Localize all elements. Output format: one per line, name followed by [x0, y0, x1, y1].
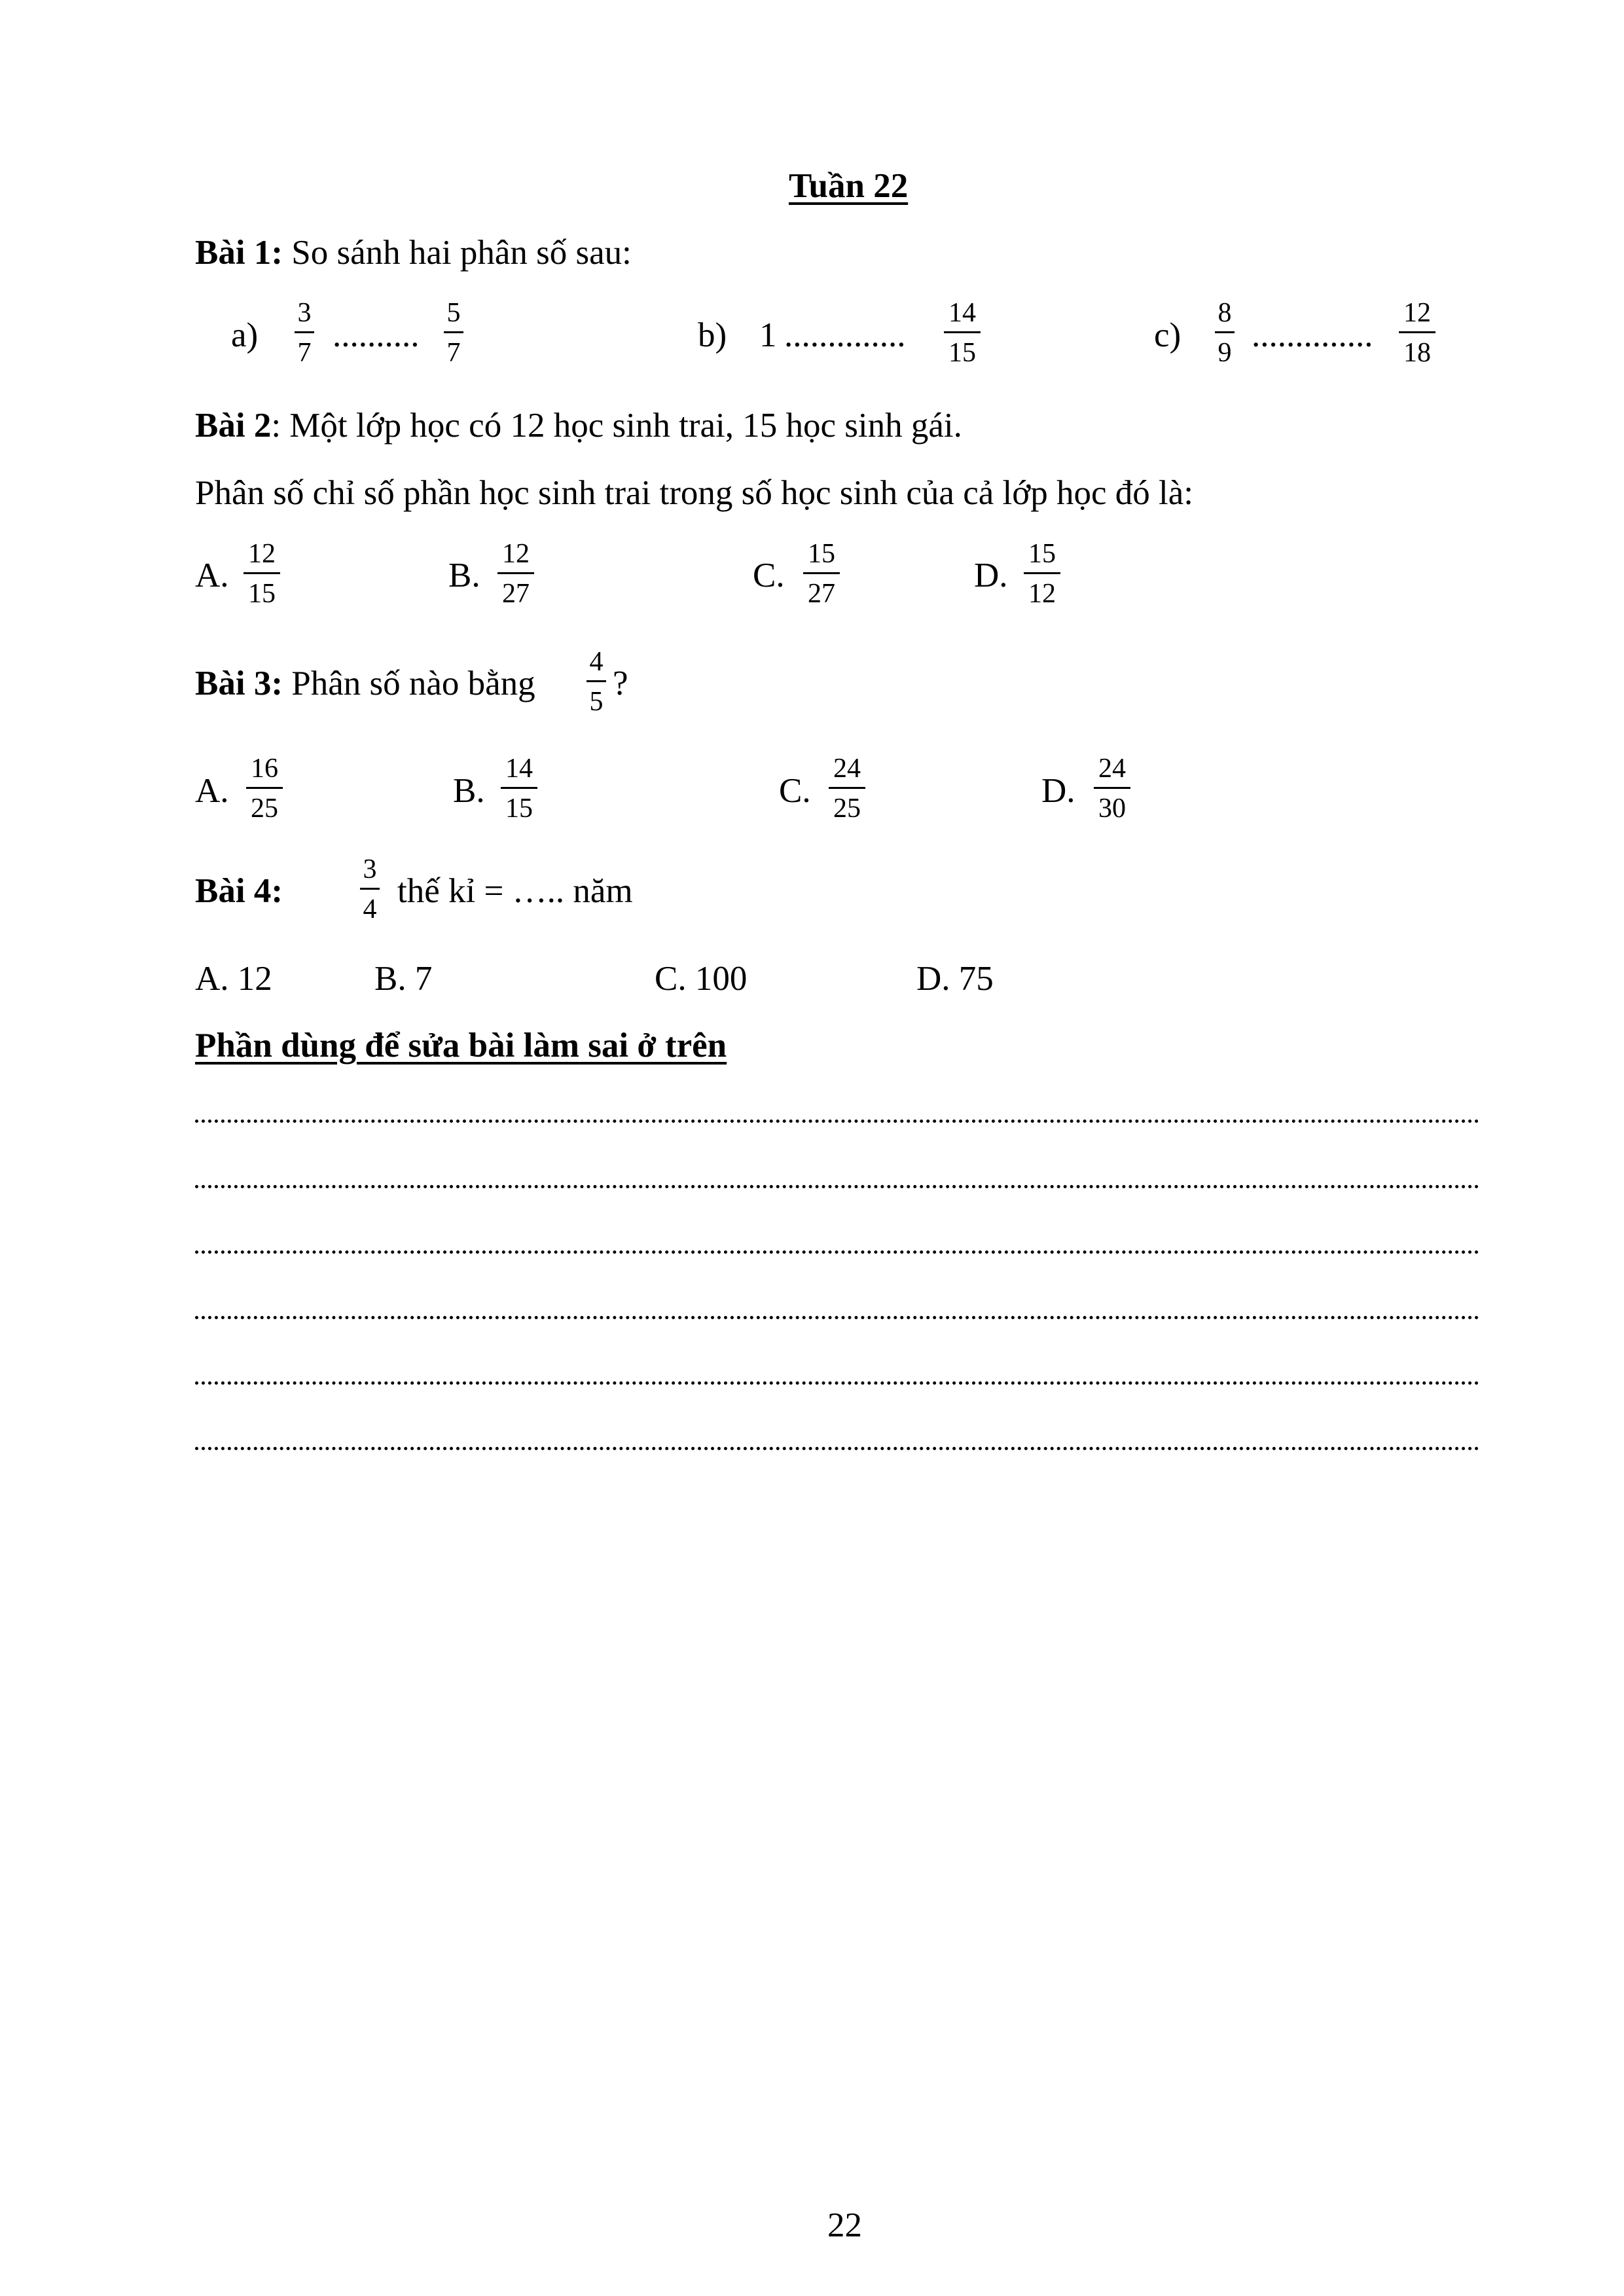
answer-line-3[interactable] — [195, 1250, 1479, 1254]
bai3-option-a-label: A. — [195, 772, 229, 810]
bai2-option-d-fraction: 15 12 — [1013, 540, 1072, 608]
bai1-b-whole: 1 — [759, 316, 777, 354]
bai4-option-c: C. 100 — [655, 960, 748, 998]
bai2-option-d-label: D. — [974, 556, 1008, 594]
bai3-prompt — [195, 666, 535, 701]
bai4-text: thế kỉ = ….. năm — [397, 872, 633, 910]
bai2-option-c-fraction: 15 27 — [792, 540, 851, 608]
bai3-question-mark: ? — [613, 665, 628, 702]
bai1-label: Bài 1: — [195, 234, 283, 272]
answer-line-1[interactable] — [195, 1120, 1479, 1123]
bai1-a-label: a) — [231, 316, 259, 354]
bai1-a-left-fraction: 3 7 — [275, 299, 334, 367]
bai3-option-d-fraction: 24 30 — [1083, 755, 1142, 822]
bai1-c-dots: .............. — [1252, 316, 1373, 354]
bai3-text: Phân số nào bằng — [291, 665, 535, 702]
bai2-label: Bài 2 — [195, 407, 272, 445]
bai3-option-c-label: C. — [779, 772, 811, 810]
bai3-option-b-fraction: 14 15 — [490, 755, 549, 822]
bai1-b-label: b) — [698, 316, 727, 354]
bai1-text: So sánh hai phân số sau: — [291, 234, 632, 272]
page-number: 22 — [827, 2206, 862, 2244]
bai3-option-a-fraction: 16 25 — [235, 755, 294, 822]
bai4-option-b: B. 7 — [374, 960, 433, 998]
bai1-b-right-fraction: 14 15 — [933, 299, 992, 367]
answer-line-6[interactable] — [195, 1447, 1479, 1450]
bai4-fraction: 3 4 — [340, 856, 399, 923]
bai1-prompt — [195, 236, 632, 270]
bai1-c-label: c) — [1154, 316, 1182, 354]
bai1-a-dots: .......... — [333, 316, 420, 354]
bai4-option-d: D. 75 — [916, 960, 994, 998]
bai1-c-right-fraction: 12 18 — [1388, 299, 1447, 367]
bai1-b-dots: .............. — [784, 316, 906, 354]
bai4-option-a: A. 12 — [195, 960, 272, 998]
bai2-question: Phân số chỉ số phần học sinh trai trong số học sinh của cả lớp học đó là: — [195, 474, 1193, 512]
bai1-c-left-fraction: 8 9 — [1195, 299, 1254, 367]
bai2-option-c-label: C. — [753, 556, 785, 594]
answer-line-4[interactable] — [195, 1316, 1479, 1319]
bai3-option-c-fraction: 24 25 — [818, 755, 876, 822]
answer-line-5[interactable] — [195, 1381, 1479, 1385]
answer-line-2[interactable] — [195, 1185, 1479, 1188]
page-title: Tuần 22 — [789, 167, 909, 205]
bai4-label: Bài 4: — [195, 872, 283, 910]
bai2-option-a-label: A. — [195, 556, 229, 594]
bai2-option-b-fraction: 12 27 — [486, 540, 545, 608]
bai1-a-right-fraction: 5 7 — [424, 299, 483, 367]
bai3-label: Bài 3: — [195, 665, 283, 702]
bai3-target-fraction: 4 5 — [567, 648, 626, 716]
bai2-prompt — [195, 409, 962, 443]
bai3-option-b-label: B. — [453, 772, 485, 810]
correction-heading: Phần dùng để sửa bài làm sai ở trên — [195, 1027, 727, 1065]
bai2-option-a-fraction: 12 15 — [232, 540, 291, 608]
bai3-option-d-label: D. — [1041, 772, 1075, 810]
bai2-option-b-label: B. — [448, 556, 480, 594]
bai2-text: : Một lớp học có 12 học sinh trai, 15 học sinh gái. — [271, 407, 962, 445]
